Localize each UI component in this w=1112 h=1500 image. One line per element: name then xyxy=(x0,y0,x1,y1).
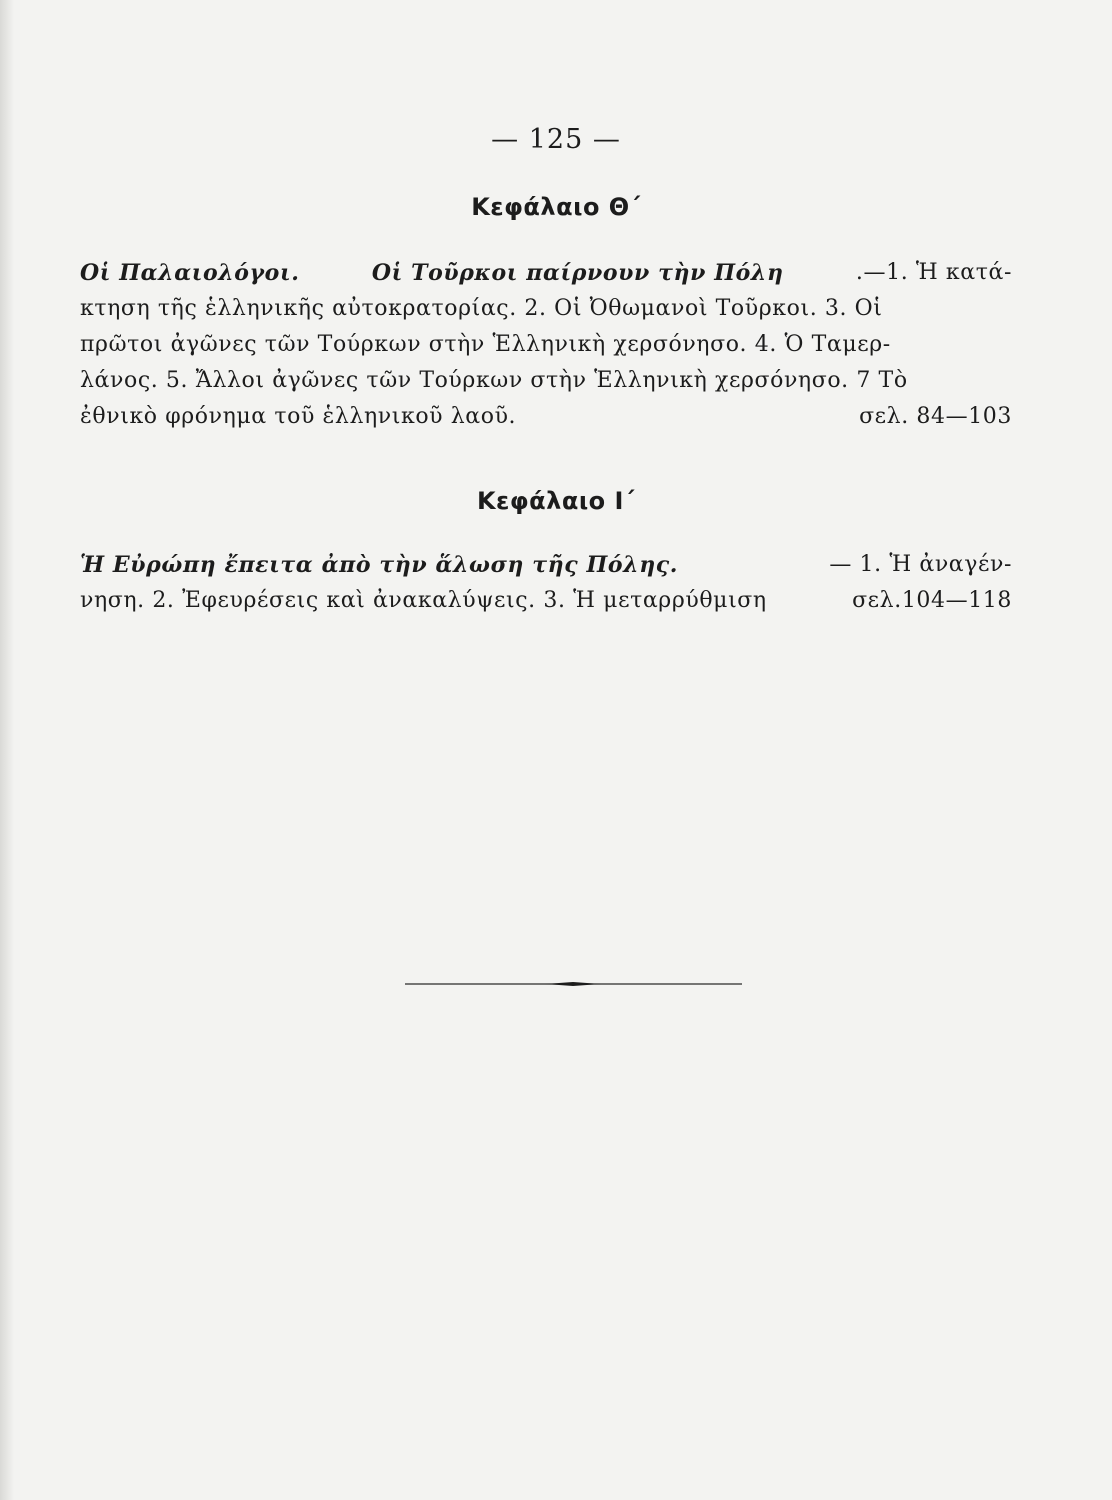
contents-line-text: λάνος. 5. Ἄλλοι ἀγῶνες τῶν Τούρκων στὴν Ἑλληνικὴ χερσόνησο. 7 Τὸ xyxy=(80,368,908,393)
chapter-theta-title-b: Οἱ Τοῦρκοι παίρνουν τὴν Πόλη xyxy=(371,260,784,286)
contents-line xyxy=(80,327,1012,363)
contents-line-text: κτηση τῆς ἑλληνικῆς αὐτοκρατορίας. 2. Οἱ Ὀθωμανοὶ Τοῦρκοι. 3. Οἱ xyxy=(80,296,883,321)
divider-line-icon xyxy=(405,982,742,986)
chapter-iota-contents xyxy=(80,547,1012,619)
contents-line xyxy=(80,583,1012,619)
contents-line-text: νηση. 2. Ἐφευρέσεις καὶ ἀνακαλύψεις. 3. Ἡ μεταρρύθμιση xyxy=(80,588,767,613)
contents-line-rest: — 1. Ἡ ἀναγέν- xyxy=(829,552,1012,577)
contents-line-text: πρῶτοι ἀγῶνες τῶν Τούρκων στὴν Ἑλληνικὴ χερσόνησο. 4. Ὁ Ταμερ- xyxy=(80,332,891,357)
contents-line xyxy=(80,255,1012,291)
page-number: — 125 — xyxy=(491,124,621,155)
page-reference: σελ. 84—103 xyxy=(859,404,1012,429)
chapter-heading-theta: Κεφάλαιο Θ΄ xyxy=(471,193,641,221)
page-reference: σελ.104—118 xyxy=(852,588,1012,613)
contents-line-rest: .—1. Ἡ κατά- xyxy=(855,260,1012,285)
contents-line xyxy=(80,399,1012,435)
contents-line xyxy=(80,363,1012,399)
chapter-theta-title-a: Οἱ Παλαιολόγοι. xyxy=(80,260,300,286)
end-ornament-divider xyxy=(405,982,742,985)
contents-line xyxy=(80,547,1012,583)
chapter-theta-contents xyxy=(80,255,1012,435)
chapter-heading-iota: Κεφάλαιο Ι΄ xyxy=(476,487,636,515)
page-edge-shadow xyxy=(0,0,14,1500)
contents-line xyxy=(80,291,1012,327)
chapter-iota-title: Ἡ Εὐρώπη ἔπειτα ἀπὸ τὴν ἅλωση τῆς Πόλης. xyxy=(80,552,679,578)
contents-line-text: ἐθνικὸ φρόνημα τοῦ ἑλληνικοῦ λαοῦ. xyxy=(80,404,517,429)
